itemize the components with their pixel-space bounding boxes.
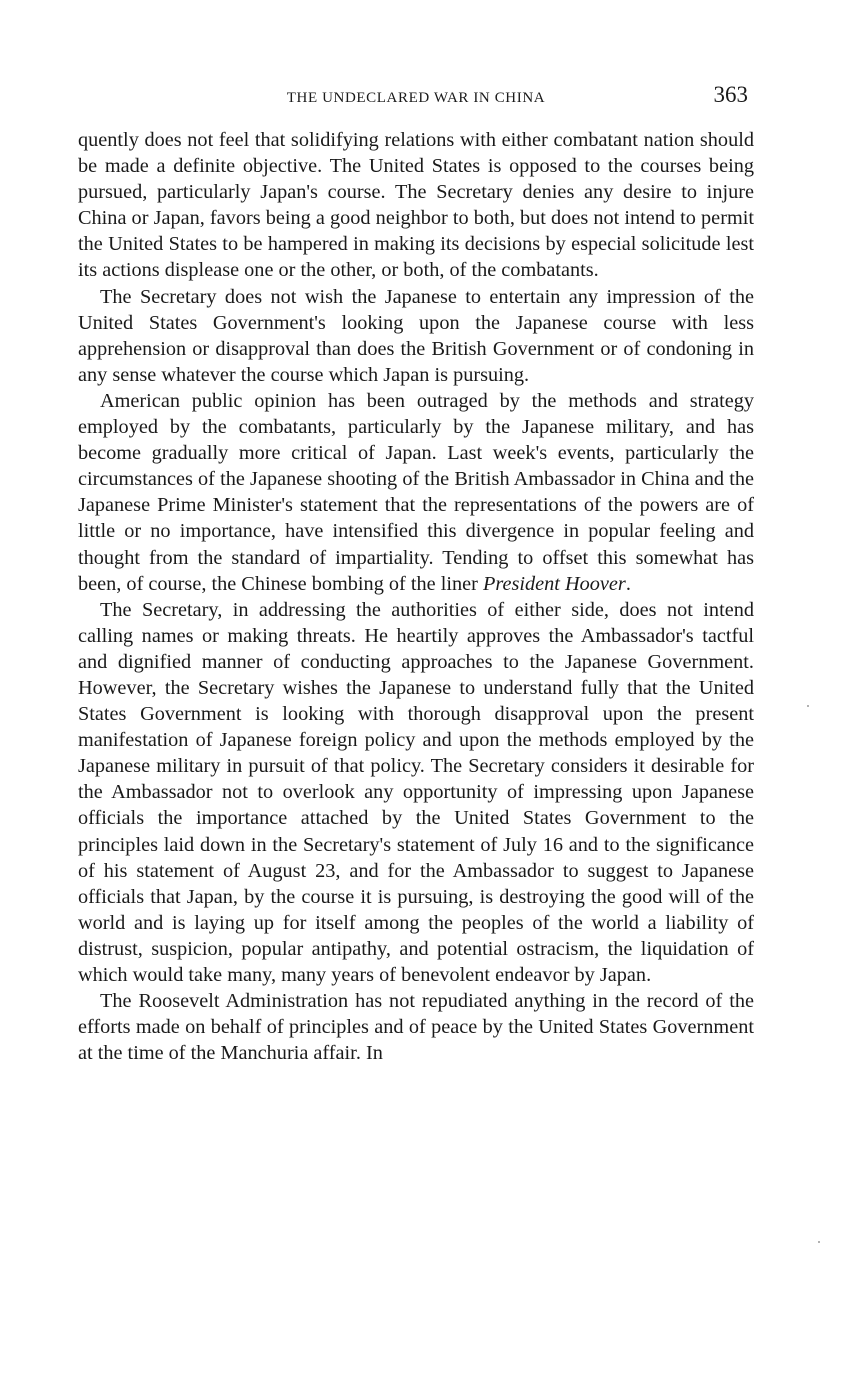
running-head-title: THE UNDECLARED WAR IN CHINA (286, 90, 546, 106)
page-number: 363 (713, 82, 748, 107)
paragraph-4: The Secretary, in addressing the authorities of either side, does not intend calling names or making threats. He heartily approves the Ambassador's tactful and dignified manner of conducting approaches to the Japanese Government. However, the Secretary wishes the Japanese to understand fully that the United States Government is looking with thorough disapproval upon the present manifestation of Japanese foreign policy and upon the methods employed by the Japanese military in pursuit of that policy. The Secretary considers it desirable for the Ambassador not to overlook any opportunity of impressing upon Japanese officials the importance attached by the United States Government to the principles laid down in the Secretary's statement of July 16 and to the significance of his statement of August 23, and for the Ambassador to suggest to Japanese officials that Japan, by the course it is pursuing, is destroying the good will of the world and is laying up for itself among the peoples of the world a liability of distrust, suspicion, popular antipathy, and potential ostracism, the liquidation of which would take many, many years of benevolent endeavor by Japan. (78, 598, 754, 986)
paragraph-1: quently does not feel that solidifying relations with either combatant nation should be made a definite objective. The United States is opposed to the courses being pursued, particularly Japan's course. The Secretary denies any desire to injure China or Japan, favors being a good neighbor to both, but does not intend to permit the United States to be hampered in making its decisions by especial solicitude lest its actions displease one or the other, or both, of the combatants. (78, 129, 754, 282)
page-header (78, 82, 754, 112)
paragraph-3-text: American public opinion has been outraged by the methods and strategy employed by the combatants, particularly by the Japanese military, and has become gradually more critical of Japan. Last week's events, particularly the circumstances of the Japanese shooting of the British Ambassador in China and the Japanese Prime Minister's statement that the representations of the powers are of little or no importance, have intensified this divergence in popular feeling and thought from the standard of impartiality. Tending to offset this somewhat has been, of course, the Chinese bombing of the liner (78, 389, 754, 595)
paragraph-3 (78, 388, 754, 597)
paragraph-5: The Roosevelt Administration has not repudiated anything in the record of the efforts made on behalf of principles and of peace by the United States Government at the time of the Manchuria affair. In (78, 990, 754, 1065)
paper-speck (818, 1241, 820, 1243)
body-text (78, 127, 754, 1066)
paragraph-2: The Secretary does not wish the Japanese to entertain any impression of the United States Government's looking upon the Japanese course with less apprehension or disapproval than does the British Government or of condoning in any sense whatever the course which Japan is pursuing. (78, 285, 754, 386)
paper-speck (807, 705, 809, 707)
paragraph-3-end: . (625, 572, 631, 595)
ship-name-italic: President Hoover (482, 572, 626, 595)
